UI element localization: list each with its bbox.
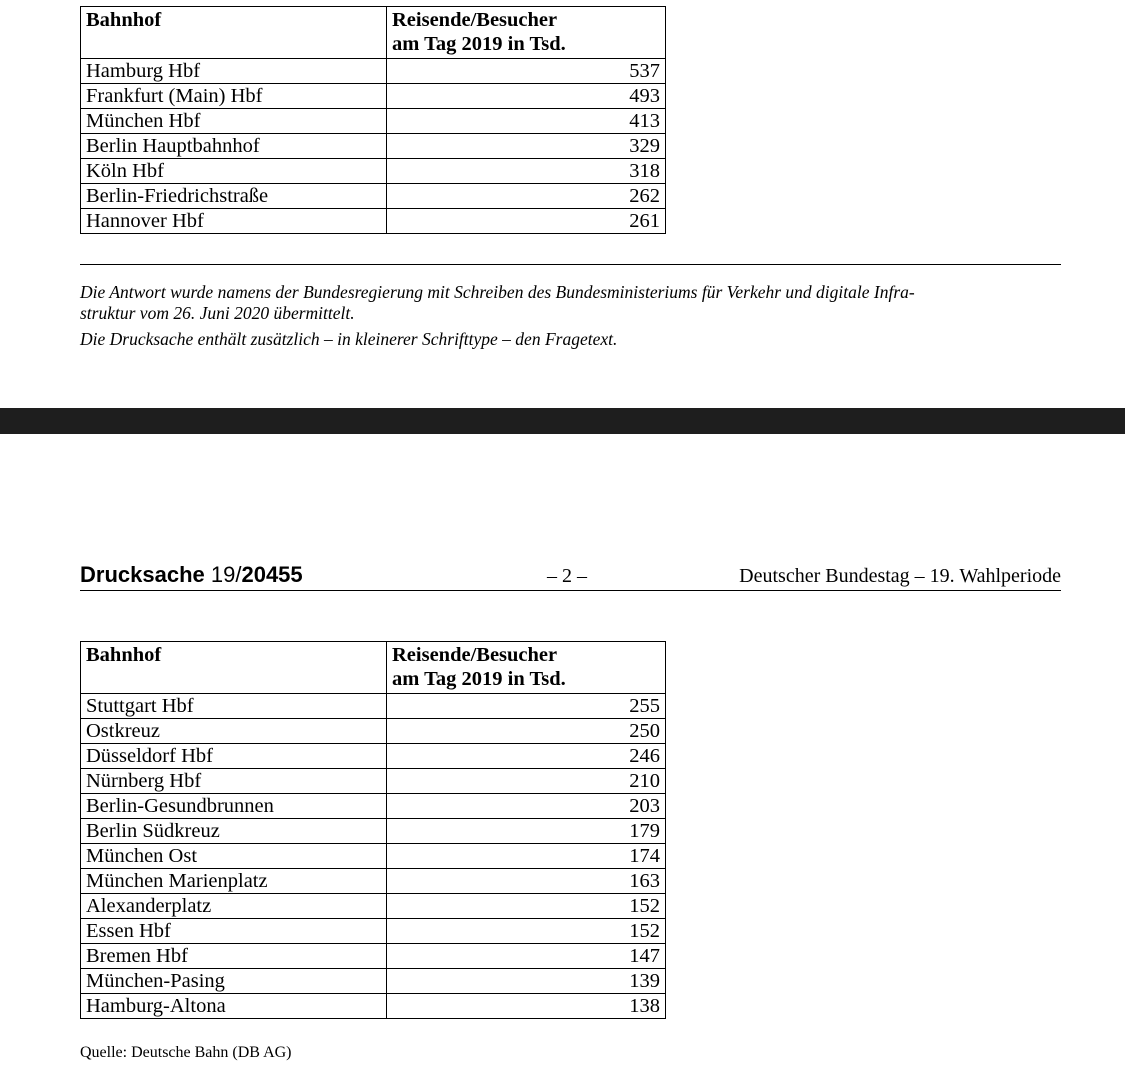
answer-note bbox=[80, 282, 1061, 350]
table-row bbox=[81, 184, 666, 209]
station-name: Berlin-Friedrichstraße bbox=[81, 184, 387, 209]
table-body-bottom bbox=[81, 694, 666, 1019]
station-name: Berlin Hauptbahnhof bbox=[81, 134, 387, 159]
visitor-count: 210 bbox=[387, 769, 666, 794]
table-row bbox=[81, 84, 666, 109]
visitor-count: 329 bbox=[387, 134, 666, 159]
station-name: Berlin Südkreuz bbox=[81, 819, 387, 844]
visitor-count: 261 bbox=[387, 209, 666, 234]
visitor-count: 138 bbox=[387, 994, 666, 1019]
station-name: Ostkreuz bbox=[81, 719, 387, 744]
station-name: München Hbf bbox=[81, 109, 387, 134]
drucksache-number: 20455 bbox=[241, 562, 303, 587]
visitor-count: 318 bbox=[387, 159, 666, 184]
footnote-rule bbox=[80, 264, 1061, 265]
visitor-count: 246 bbox=[387, 744, 666, 769]
visitor-count: 179 bbox=[387, 819, 666, 844]
column-header-visitors-line1: Reisende/Besucher bbox=[392, 9, 558, 31]
station-name: Stuttgart Hbf bbox=[81, 694, 387, 719]
station-name: Alexanderplatz bbox=[81, 894, 387, 919]
station-name: München-Pasing bbox=[81, 969, 387, 994]
table-row bbox=[81, 719, 666, 744]
drucksache-label: Drucksache bbox=[80, 562, 205, 587]
header-rule bbox=[80, 590, 1061, 591]
table-row bbox=[81, 869, 666, 894]
visitor-count: 493 bbox=[387, 84, 666, 109]
station-name: Düsseldorf Hbf bbox=[81, 744, 387, 769]
visitor-count: 174 bbox=[387, 844, 666, 869]
station-name: Berlin-Gesundbrunnen bbox=[81, 794, 387, 819]
column-header-visitors-line2: am Tag 2019 in Tsd. bbox=[392, 33, 566, 55]
table-row bbox=[81, 209, 666, 234]
station-name: Nürnberg Hbf bbox=[81, 769, 387, 794]
table-row bbox=[81, 944, 666, 969]
visitor-count: 537 bbox=[387, 59, 666, 84]
station-name: Hamburg Hbf bbox=[81, 59, 387, 84]
station-name: Köln Hbf bbox=[81, 159, 387, 184]
column-header-visitors bbox=[387, 7, 666, 59]
running-header bbox=[80, 562, 1061, 590]
table-row bbox=[81, 109, 666, 134]
station-name: München Marienplatz bbox=[81, 869, 387, 894]
visitor-count: 413 bbox=[387, 109, 666, 134]
table-row bbox=[81, 994, 666, 1019]
column-header-station: Bahnhof bbox=[81, 642, 387, 694]
answer-note-line1: Die Antwort wurde namens der Bundesregierung mit Schreiben des Bundesministeriums für Verkehr und digitale Infra- bbox=[80, 282, 915, 302]
document-number bbox=[80, 562, 303, 588]
source-note: Quelle: Deutsche Bahn (DB AG) bbox=[80, 1044, 292, 1061]
station-name: Frankfurt (Main) Hbf bbox=[81, 84, 387, 109]
station-table-bottom bbox=[80, 641, 666, 1019]
visitor-count: 255 bbox=[387, 694, 666, 719]
table-row bbox=[81, 59, 666, 84]
table-row bbox=[81, 844, 666, 869]
station-name: Essen Hbf bbox=[81, 919, 387, 944]
table-row bbox=[81, 969, 666, 994]
visitor-count: 139 bbox=[387, 969, 666, 994]
visitor-count: 152 bbox=[387, 919, 666, 944]
drucksache-prefix: 19/ bbox=[210, 562, 242, 587]
station-name: Hannover Hbf bbox=[81, 209, 387, 234]
visitor-count: 250 bbox=[387, 719, 666, 744]
column-header-station: Bahnhof bbox=[81, 7, 387, 59]
table-row bbox=[81, 894, 666, 919]
table-row bbox=[81, 769, 666, 794]
station-name: Bremen Hbf bbox=[81, 944, 387, 969]
table-row bbox=[81, 819, 666, 844]
table-row bbox=[81, 794, 666, 819]
visitor-count: 152 bbox=[387, 894, 666, 919]
visitor-count: 163 bbox=[387, 869, 666, 894]
visitor-count: 147 bbox=[387, 944, 666, 969]
table-row bbox=[81, 694, 666, 719]
table-row bbox=[81, 134, 666, 159]
table-body-top bbox=[81, 59, 666, 234]
page-separator bbox=[0, 408, 1125, 434]
answer-note-line2: struktur vom 26. Juni 2020 übermittelt. bbox=[80, 303, 355, 323]
table-row bbox=[81, 919, 666, 944]
column-header-visitors-line1: Reisende/Besucher bbox=[392, 644, 558, 666]
visitor-count: 203 bbox=[387, 794, 666, 819]
station-name: München Ost bbox=[81, 844, 387, 869]
publisher: Deutscher Bundestag – 19. Wahlperiode bbox=[739, 565, 1061, 587]
page-number: – 2 – bbox=[547, 565, 587, 587]
column-header-visitors bbox=[387, 642, 666, 694]
table-row bbox=[81, 159, 666, 184]
station-name: Hamburg-Altona bbox=[81, 994, 387, 1019]
visitor-count: 262 bbox=[387, 184, 666, 209]
table-row bbox=[81, 744, 666, 769]
station-table-top bbox=[80, 6, 666, 234]
column-header-visitors-line2: am Tag 2019 in Tsd. bbox=[392, 668, 566, 690]
answer-note-line3: Die Drucksache enthält zusätzlich – in kleinerer Schrifttype – den Fragetext. bbox=[80, 329, 618, 349]
